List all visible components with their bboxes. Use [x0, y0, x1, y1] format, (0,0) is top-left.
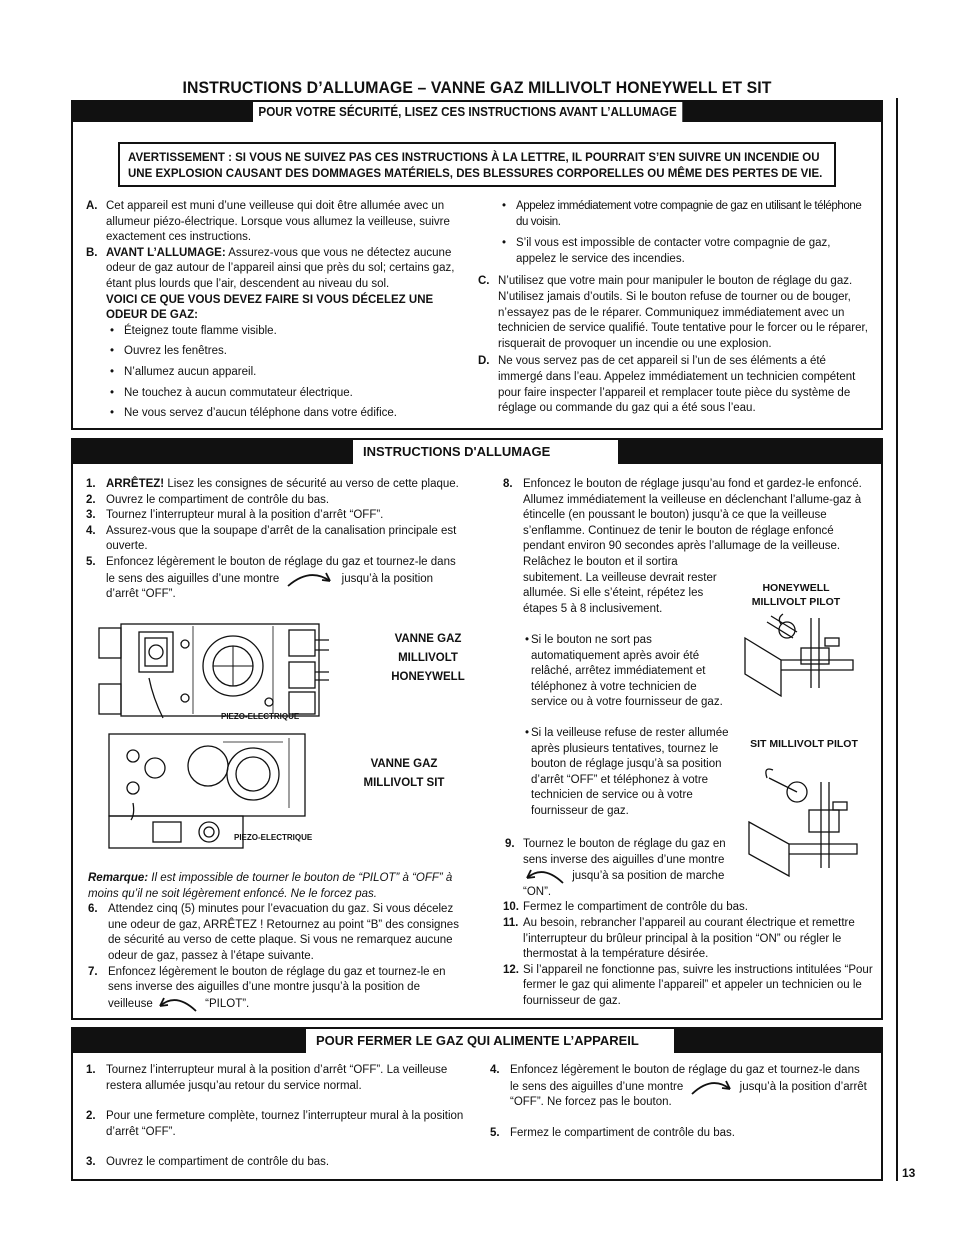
step-6: 6. Attendez cinq (5) minutes pour l’evacuation du gaz. Si vous décelez une odeur de gaz, ARRÊTEZ ! Retournez au point “B” des consignes de sécurité au verso de cette plaque. Si vous ne remarquez aucune odeur de gaz, passez à l’étape suivante. [88, 903, 459, 962]
list-item: • Ne touchez à aucun commutateur électrique. [106, 386, 466, 402]
safety-item-b: B. AVANT L’ALLUMAGE: Assurez-vous que vous ne détectez aucune odeur de gaz autour de l’appareil ainsi que près du sol; certains gaz, étant plus lourds que l’air, descendent au niveau du sol. [86, 246, 455, 290]
safety-right-column [478, 199, 873, 417]
shutoff-step-5: 5. Fermez le compartiment de contrôle du bas. [490, 1126, 735, 1139]
list-item: • Si la veilleuse refuse de rester allumée après plusieurs tentatives, tournez le bouton de réglage jusqu’à sa position d’arrêt “OFF” et téléphonez à votre technicien de service ou à votre fournisseur de gaz. [521, 726, 731, 820]
step-8-continued: Relâchez le bouton et il sortira subitement. La veilleuse devrait rester allumée. Si elle s’éteint, répétez les étapes 5 à 8 inclusivement. [523, 555, 717, 615]
step-4: 4. Assurez-vous que la soupape d’arrêt de la canalisation principale est ouverte. [86, 524, 457, 553]
lighting-left-column [86, 477, 466, 603]
counterclockwise-arrow-icon [156, 996, 202, 1012]
list-item: • S’il vous est impossible de contacter votre compagnie de gaz, appelez le service des incendies. [498, 236, 873, 267]
safety-item-c: C. N’utilisez que votre main pour manipuler le bouton de réglage du gaz. N’utilisez jamais d’outils. Si le bouton refuse de tourner ou de bouger, n’essayez pas de le réparer. Communiquez immédiatement avec un technicien de service qualifié. Toute tentative pour le forcer ou le réparer, risquerait de provoquer un incendie ou une explosion. [478, 275, 868, 350]
shutoff-section [71, 1027, 883, 1181]
step-11: 11. Au besoin, rebrancher l’appareil au courant électrique et remettre l’interrupteur du brûleur principal à la position “ON” ou régler le thermostat à la température désirée. [503, 917, 855, 961]
margin-rule [896, 98, 898, 1181]
list-item: • Ouvrez les fenêtres. [106, 344, 466, 360]
safety-item-b-sub: VOICI CE QUE VOUS DEVEZ FAIRE SI VOUS DÉCELEZ UNE ODEUR DE GAZ: [106, 293, 434, 322]
safety-left-column [86, 199, 466, 422]
list-item: • Éteignez toute flamme visible. [106, 324, 466, 340]
honeywell-pilot-label: HONEYWELL MILLIVOLT PILOT [751, 582, 841, 608]
shutoff-step-4: 4. Enfoncez légèrement le bouton de réglage du gaz et tournez-le dans le sens des aiguilles d’une montre jusqu’à la position d’arrêt “OFF”. Ne forcez pas le bouton. [490, 1064, 867, 1109]
shutoff-step-2: 2. Pour une fermeture complète, tournez l’interrupteur mural à la position d’arrêt “OFF”. [86, 1110, 464, 1138]
safety-item-a: A. Cet appareil est muni d’une veilleuse qui doit être allumée avec un allumeur piézo-électrique. Lorsque vous allumez la veilleuse, suivre exactement ces instructions. [86, 200, 450, 244]
step-1: 1. ARRÊTEZ! Lisez les consignes de sécurité au verso de cette plaque. [86, 478, 459, 490]
step-9: 9. Tournez le bouton de réglage du gaz en sens inverse des aiguilles d’une montre jusqu’à sa position de marche “ON”. [505, 838, 726, 898]
lighting-left-lower [88, 871, 466, 1012]
piezo-label-sit: PIEZO-ELECTRIQUE [234, 833, 313, 842]
safety-section [71, 100, 883, 430]
honeywell-valve-label: VANNE GAZ MILLIVOLT HONEYWELL [391, 633, 465, 683]
honeywell-pilot-diagram [741, 608, 861, 700]
lighting-header-bar [73, 440, 881, 464]
safety-item-d: D. Ne vous servez pas de cet appareil si l’un de ses éléments a été immergé dans l’eau. Appelez immédiatement un technicien compétent pour faire inspecter l’appareil et remplacer toute pièce du système de réglage ou commande du gaz qui a été sous l’eau. [478, 355, 856, 415]
shutoff-right-column [490, 1063, 870, 1141]
step-5: 5. Enfoncez légèrement le bouton de réglage du gaz et tournez-le dans le sens des aiguilles d’une montre jusqu’à la position d’arrêt “OFF”. [86, 555, 456, 601]
list-item: • N’allumez aucun appareil. [106, 365, 466, 381]
clockwise-arrow-icon [282, 571, 338, 587]
sit-valve-label: VANNE GAZ MILLIVOLT SIT [363, 758, 445, 789]
lighting-right-lower [503, 837, 873, 1010]
step-2: 2. Ouvrez le compartiment de contrôle du bas. [86, 493, 330, 506]
shutoff-header-bar [73, 1029, 881, 1053]
safety-header: POUR VOTRE SÉCURITÉ, LISEZ CES INSTRUCTIONS AVANT L’ALLUMAGE [253, 102, 682, 122]
safety-bullets-right [478, 199, 873, 267]
remark: Remarque: Il est impossible de tourner le bouton de “PILOT” à “OFF” à moins qu’il ne soit légèrement enfoncé. Ne le forcez pas. [88, 872, 453, 900]
shutoff-step-3: 3. Ouvrez le compartiment de contrôle du bas. [86, 1156, 330, 1169]
step-8: 8. Enfoncez le bouton de réglage jusqu’au fond et gardez-le enfoncé. Allumez immédiatement la veilleuse en déclenchant l’allume-gaz à étincelle (en poussant le bouton) jusqu’à ce que la veilleuse s’enflamme. Continuez de tenir le bouton de réglage enfoncé pendant environ 90 secondes après l’allumage de la veilleuse. [503, 478, 862, 553]
lighting-header: INSTRUCTIONS D'ALLUMAGE [353, 440, 618, 464]
list-item: • Ne vous servez d’aucun téléphone dans votre édifice. [106, 406, 466, 422]
shutoff-header: POUR FERMER LE GAZ QUI ALIMENTE L’APPAREIL [306, 1029, 674, 1053]
sit-pilot-label: SIT MILLIVOLT PILOT [750, 738, 858, 750]
piezo-label-honeywell: PIEZO-ELECTRIQUE [221, 712, 300, 721]
step-3: 3. Tournez l’interrupteur mural à la position d’arrêt “OFF”. [86, 509, 384, 522]
list-item: • Si le bouton ne sort pas automatiquement après avoir été relâché, arrêtez immédiatement et téléphonez à votre technicien de service ou à votre fournisseur de gaz. [521, 633, 731, 711]
warning-box: AVERTISSEMENT : SI VOUS NE SUIVEZ PAS CES INSTRUCTIONS À LA LETTRE, IL POURRAIT S’EN SUIVRE UN INCENDIE OU UNE EXPLOSION CAUSANT DES DOMMAGES MATÉRIELS, DES BLESSURES CORPORELLES OU MÊME DES PERTES DE VIE. [118, 142, 836, 187]
list-item: • Appelez immédiatement votre compagnie de gaz en utilisant le téléphone du voisin. [498, 199, 873, 230]
safety-header-bar [73, 102, 881, 122]
step-12: 12. Si l’appareil ne fonctionne pas, suivre les instructions intitulées “Pour fermer le gaz qui alimente l’appareil” et appeler un technicien ou le fournisseur de gaz. [503, 963, 873, 1007]
shutoff-step-1: 1. Tournez l’interrupteur mural à la position d’arrêt “OFF”. La veilleuse restera allumée jusqu’au retour du service normal. [86, 1064, 448, 1092]
counterclockwise-arrow-icon [523, 868, 569, 884]
page-number: 13 [902, 1166, 916, 1180]
clockwise-arrow-icon [686, 1079, 736, 1095]
page-title: INSTRUCTIONS D’ALLUMAGE – VANNE GAZ MILLIVOLT HONEYWELL ET SIT [182, 78, 772, 97]
step-7: 7. Enfoncez légèrement le bouton de réglage du gaz et tournez-le en sens inverse des aiguilles d’une montre jusqu’à la position de veilleuse “PILOT”. [88, 965, 446, 1010]
lighting-section [71, 438, 883, 1020]
lighting-right-bullets [521, 633, 731, 820]
safety-bullets-left [86, 324, 466, 422]
shutoff-left-column [86, 1063, 466, 1171]
step-10: 10. Fermez le compartiment de contrôle du bas. [503, 901, 748, 914]
